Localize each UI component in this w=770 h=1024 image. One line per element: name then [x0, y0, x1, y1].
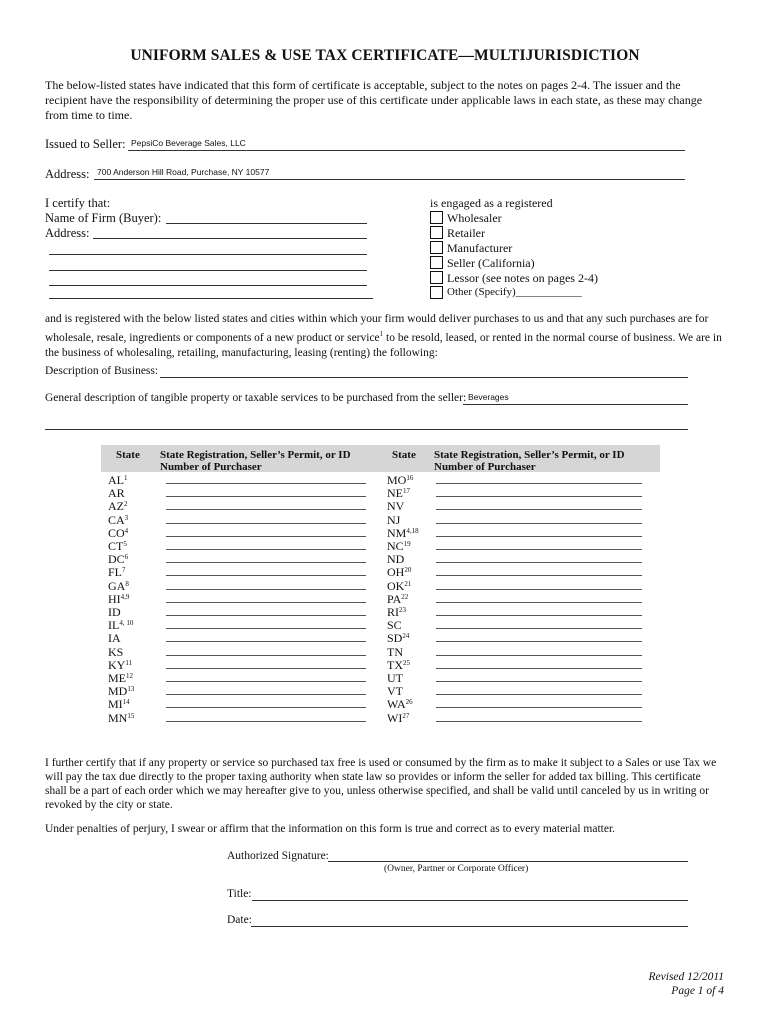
state-footnote: 27 [402, 711, 410, 720]
left-state-ga [108, 579, 129, 593]
title-field-label: Title: [227, 888, 252, 900]
seller-value[interactable]: PepsiCo Beverage Sales, LLC [131, 138, 246, 148]
right-reg-header-2: Number of Purchaser [434, 461, 536, 473]
left-state-fl [108, 565, 126, 579]
retailer-label: Retailer [447, 226, 485, 240]
intro-paragraph: The below-listed states have indicated that this form of certificate is acceptable, subject to the notes on pages 2-4. The issuer and the recipient have the responsibility of determining the proper use of this certificate under applicable laws in each state, as these may change from time to time. [45, 78, 703, 122]
general-description-line-2[interactable] [45, 429, 688, 430]
right-registration-line-ri[interactable] [436, 615, 642, 616]
right-registration-line-nv[interactable] [436, 509, 642, 510]
state-code: NJ [387, 512, 401, 527]
wholesaler-checkbox[interactable] [430, 211, 443, 224]
state-code: GA [108, 578, 126, 593]
state-footnote: 26 [405, 698, 413, 707]
state-footnote: 16 [406, 474, 414, 482]
right-registration-line-vt[interactable] [436, 694, 642, 695]
page-number: Page 1 of 4 [671, 985, 724, 997]
description-label: Description of Business: [45, 365, 159, 377]
state-code: IL [108, 618, 120, 633]
seller-label: Issued to Seller: [45, 137, 126, 151]
buyer-address-label: Address: [45, 226, 90, 240]
address-field-line [94, 179, 685, 180]
state-code: RI [387, 605, 399, 619]
left-state-az [108, 499, 128, 513]
state-code: KY [108, 657, 126, 672]
state-code: MN [108, 710, 128, 725]
buyer-name-label: Name of Firm (Buyer): [45, 211, 162, 225]
state-footnote: 5 [123, 540, 127, 548]
left-registration-line-il[interactable] [166, 628, 366, 629]
right-registration-line-sd[interactable] [436, 641, 642, 642]
title-field-line[interactable] [252, 900, 688, 901]
left-registration-line-ga[interactable] [166, 589, 366, 590]
right-registration-line-nc[interactable] [436, 549, 642, 550]
state-footnote: 3 [124, 513, 129, 522]
state-code: PA [387, 591, 402, 606]
left-state-ky [108, 658, 132, 672]
state-code: KS [108, 644, 124, 659]
state-code: NV [387, 499, 405, 514]
buyer-name-line[interactable] [166, 223, 367, 224]
right-registration-line-ok[interactable] [436, 589, 642, 590]
right-state-nc [387, 539, 411, 553]
right-registration-line-oh[interactable] [436, 575, 642, 576]
state-footnote: 4,18 [406, 526, 419, 535]
state-footnote: 4,9 [120, 592, 130, 601]
left-state-il [108, 618, 133, 632]
state-code: WA [387, 697, 406, 712]
left-state-mn [108, 711, 134, 725]
left-registration-line-dc[interactable] [166, 562, 366, 563]
state-footnote: 21 [404, 579, 412, 588]
registered-line-2b: to be resold, leased, or rented in the normal course of business. We are in [383, 331, 722, 344]
left-registration-line-ks[interactable] [166, 655, 366, 656]
right-state-oh [387, 565, 411, 579]
description-line[interactable] [160, 377, 688, 378]
signature-label: Authorized Signature: [227, 850, 329, 862]
right-state-ut [387, 671, 403, 685]
left-registration-line-al[interactable] [166, 483, 366, 484]
left-registration-line-ar[interactable] [166, 496, 366, 497]
left-state-id [108, 605, 121, 619]
state-footnote: 1 [124, 474, 128, 482]
state-footnote: 25 [403, 658, 410, 667]
right-registration-line-ut[interactable] [436, 681, 642, 682]
state-footnote: 6 [124, 553, 129, 562]
state-code: WI [387, 710, 403, 725]
date-field-line[interactable] [251, 926, 688, 927]
left-state-mi [108, 697, 130, 711]
buyer-address-line-2[interactable] [49, 254, 367, 255]
right-state-nm [387, 526, 419, 540]
state-code: ND [387, 552, 405, 567]
right-registration-line-nj[interactable] [436, 523, 642, 524]
registered-paragraph [45, 312, 735, 361]
state-code: MD [108, 684, 128, 699]
right-registration-line-mo[interactable] [436, 483, 642, 484]
right-registration-line-ne[interactable] [436, 496, 642, 497]
state-code: SC [387, 618, 402, 633]
state-footnote: 13 [127, 685, 135, 694]
right-state-sc [387, 618, 402, 632]
right-state-vt [387, 684, 403, 698]
left-state-md [108, 684, 134, 698]
left-state-header: State [116, 449, 140, 461]
right-registration-line-pa[interactable] [436, 602, 642, 603]
state-code: TX [387, 657, 403, 672]
state-code: ME [108, 671, 126, 685]
seller-california-label: Seller (California) [447, 256, 535, 270]
footnote-1: 1 [379, 330, 384, 338]
left-state-co [108, 526, 128, 540]
right-registration-line-wa[interactable] [436, 707, 642, 708]
left-state-al [108, 473, 128, 487]
right-registration-line-tx[interactable] [436, 668, 642, 669]
state-code: MO [387, 473, 407, 487]
left-registration-line-fl[interactable] [166, 575, 366, 576]
state-footnote: 2 [124, 500, 128, 509]
right-state-nd [387, 552, 404, 566]
state-footnote: 7 [122, 566, 126, 575]
signature-line[interactable] [328, 861, 688, 862]
state-footnote: 17 [403, 487, 410, 496]
engaged-heading: is engaged as a registered [430, 196, 553, 210]
perjury-statement: Under penalties of perjury, I swear or affirm that the information on this form is true and correct as to every material matter. [45, 823, 616, 835]
state-code: MI [108, 697, 123, 712]
state-footnote: 11 [125, 658, 133, 667]
state-code: OH [387, 565, 405, 580]
state-code: VT [387, 684, 403, 699]
state-footnote: 22 [401, 592, 409, 601]
general-description-label: General description of tangible property or taxable services to be purchased from the seller: [45, 392, 467, 404]
state-code: DC [108, 552, 125, 567]
manufacturer-label: Manufacturer [447, 241, 513, 255]
right-state-wa [387, 697, 413, 711]
lessor-label: Lessor (see notes on pages 2-4) [447, 271, 598, 285]
right-reg-header-1: State Registration, Seller’s Permit, or ID [434, 449, 625, 461]
state-footnote: 8 [125, 579, 129, 588]
wholesaler-label: Wholesaler [447, 211, 502, 225]
right-state-nv [387, 499, 404, 513]
state-code: AL [108, 473, 124, 487]
left-registration-line-az[interactable] [166, 509, 366, 510]
state-code: ID [108, 605, 121, 619]
left-registration-line-mn[interactable] [166, 721, 366, 722]
right-state-ne [387, 486, 410, 500]
buyer-address-line-5[interactable] [49, 298, 373, 299]
revised-date: Revised 12/2011 [648, 971, 724, 983]
right-state-nj [387, 513, 400, 527]
state-code: IA [108, 631, 121, 646]
general-description-line[interactable] [463, 404, 688, 405]
state-code: FL [108, 565, 123, 580]
left-state-ks [108, 645, 123, 659]
state-code: CO [108, 525, 125, 540]
other-checkbox[interactable] [430, 286, 443, 299]
left-registration-line-ca[interactable] [166, 523, 366, 524]
left-registration-line-ky[interactable] [166, 668, 366, 669]
state-code: OK [387, 578, 405, 593]
right-registration-line-nm[interactable] [436, 536, 642, 537]
registered-line-3: the business of wholesaling, retailing, manufacturing, leasing (renting) the following: [45, 346, 438, 359]
buyer-address-line-3[interactable] [49, 270, 367, 271]
seller-field-line [128, 150, 685, 151]
right-registration-line-tn[interactable] [436, 655, 642, 656]
state-footnote: 24 [402, 632, 410, 641]
signature-sublabel: (Owner, Partner or Corporate Officer) [384, 864, 529, 874]
registered-line-2a: wholesale, resale, ingredients or components of a new product or service [45, 331, 380, 344]
right-state-ri [387, 605, 406, 619]
retailer-checkbox[interactable] [430, 226, 443, 239]
state-footnote: 23 [399, 606, 406, 614]
general-description-value[interactable]: Beverages [468, 392, 509, 402]
further-certify-paragraph: I further certify that if any property or service so purchased tax free is used or consumed by the firm as to make it subject to a Sales or use Tax we will pay the tax due directly to the proper taxing authority when state law so provides or inform the seller for added tax billing. This certificate shall be a part of each order which we may hereafter give to you, unless otherwise specified, and shall be valid until canceled by us in writing or revoked by the city or state. [45, 757, 717, 811]
left-registration-line-co[interactable] [166, 536, 366, 537]
state-code: HI [108, 591, 121, 606]
right-state-ok [387, 579, 411, 593]
right-state-tn [387, 645, 403, 659]
state-code: CT [108, 539, 124, 553]
left-registration-line-mi[interactable] [166, 707, 366, 708]
registered-line-2 [45, 327, 735, 346]
state-code: NC [387, 539, 404, 553]
right-state-mo [387, 473, 413, 487]
left-registration-line-md[interactable] [166, 694, 366, 695]
left-state-ct [108, 539, 127, 553]
state-code: NM [387, 525, 407, 540]
state-footnote: 20 [404, 566, 412, 575]
seller-california-checkbox[interactable] [430, 256, 443, 269]
right-state-wi [387, 711, 409, 725]
registered-line-1: and is registered with the below listed states and cities within which your firm would deliver purchases to us and that any such purchases are for [45, 313, 709, 325]
certify-label: I certify that: [45, 196, 111, 210]
left-state-ar [108, 486, 125, 500]
left-registration-line-ia[interactable] [166, 641, 366, 642]
left-state-me [108, 671, 133, 685]
state-footnote: 4, 10 [119, 619, 134, 628]
left-registration-line-ct[interactable] [166, 549, 366, 550]
other-label: Other (Specify)____________ [447, 286, 582, 298]
state-footnote: 12 [126, 672, 133, 680]
state-code: UT [387, 671, 403, 685]
left-reg-header-1: State Registration, Seller’s Permit, or ID [160, 449, 351, 461]
date-field-label: Date: [227, 914, 252, 926]
state-code: AZ [108, 499, 124, 514]
right-registration-line-wi[interactable] [436, 721, 642, 722]
address-label: Address: [45, 167, 90, 181]
buyer-address-line-4[interactable] [49, 285, 367, 286]
state-footnote: 19 [403, 540, 411, 548]
left-state-ca [108, 513, 128, 527]
state-footnote: 15 [127, 711, 135, 720]
buyer-address-line-1[interactable] [93, 238, 367, 239]
address-value[interactable]: 700 Anderson Hill Road, Purchase, NY 10577 [97, 167, 270, 177]
left-reg-header-2: Number of Purchaser [160, 461, 262, 473]
left-registration-line-hi[interactable] [166, 602, 366, 603]
right-state-pa [387, 592, 408, 606]
right-state-tx [387, 658, 410, 672]
state-code: AR [108, 486, 125, 501]
state-footnote: 4 [124, 526, 129, 535]
left-state-ia [108, 631, 121, 645]
state-code: TN [387, 644, 403, 659]
form-title: UNIFORM SALES & USE TAX CERTIFICATE—MULTIJURISDICTION [130, 47, 640, 64]
left-state-hi [108, 592, 129, 606]
manufacturer-checkbox[interactable] [430, 241, 443, 254]
state-code: SD [387, 631, 403, 646]
left-state-dc [108, 552, 128, 566]
state-code: NE [387, 486, 403, 501]
left-registration-line-me[interactable] [166, 681, 366, 682]
lessor-checkbox[interactable] [430, 271, 443, 284]
state-footnote: 14 [122, 698, 130, 707]
state-code: CA [108, 512, 125, 527]
right-registration-line-nd[interactable] [436, 562, 642, 563]
right-state-sd [387, 631, 409, 645]
left-registration-line-id[interactable] [166, 615, 366, 616]
right-state-header: State [392, 449, 416, 461]
right-registration-line-sc[interactable] [436, 628, 642, 629]
